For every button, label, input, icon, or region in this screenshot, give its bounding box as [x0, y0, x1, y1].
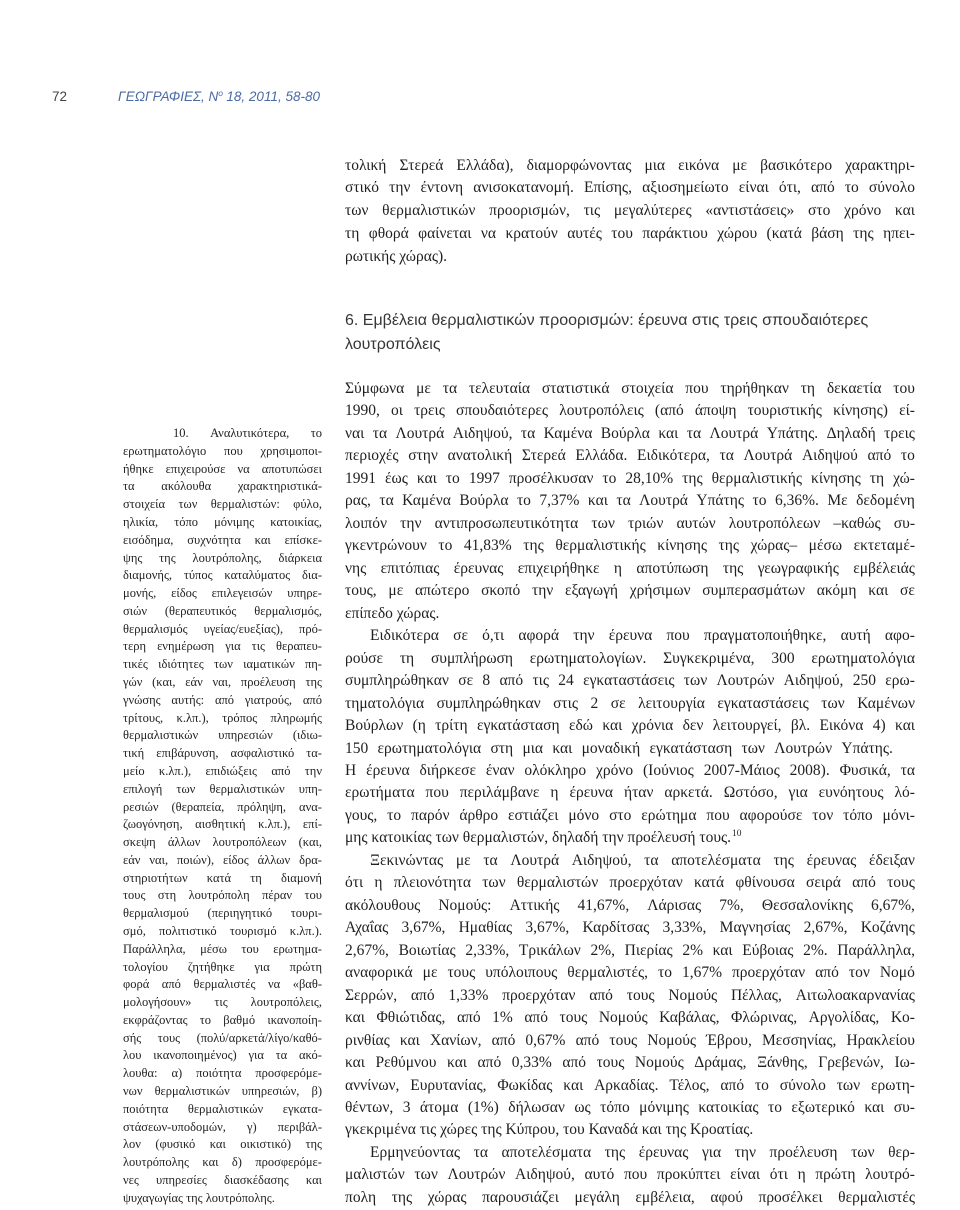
footnote-line: λου ικανοποιημένος) για τα ακό-	[123, 1048, 322, 1063]
heading-line: 6. Εμβέλεια θερμαλιστικών προορισμών: έρευνα στις τρεις σπουδαιότερες	[345, 312, 869, 329]
text-line: πολη της χώρας παρουσιάζει μεγάλη εμβέλεια, αφού προσέλκει θερμαλιστές	[345, 1188, 915, 1206]
text-line: Σερρών, από 1,33% προερχόταν από τους Νομούς Πέλλας, Αιτωλοακαρνανίας	[345, 986, 915, 1004]
footnote-line: νες υπηρεσίες διασκέδασης και	[123, 1172, 322, 1187]
footnote-line: ψυχαγωγίας της λουτρόπολης.	[123, 1190, 275, 1205]
footnote-line: θερμαλιστικών υπηρεσιών (ιδιω-	[123, 728, 322, 743]
text-line: μαλιστών των Λουτρών Αιδηψού, αυτό που προκύπτει είναι ότι η πρώτη λουτρό-	[345, 1166, 915, 1184]
text-line: 1990, οι τρεις σπουδαιότερες λουτροπόλεις (από άποψη τουριστικής κίνησης) εί-	[345, 402, 915, 420]
text-line	[345, 827, 915, 849]
footnote-line: λουτρόπολης και δ) προσφερόμε-	[123, 1155, 322, 1170]
text-line: γους, το παρόν άρθρο εστιάζει μόνο στο ερώτημα που αφορούσε τον τόπο μόνι-	[345, 806, 915, 824]
paragraph	[345, 625, 915, 850]
text-line: στικό την έντονη ανισοκατανομή. Επίσης, αξιοσημείωτο είναι ότι, από το σύνολο	[345, 179, 915, 197]
footnote-line: τερη ενημέρωση για τις θεραπευ-	[123, 639, 322, 654]
footnote-line: σής τους (πολύ/αρκετά/λίγο/καθό-	[123, 1030, 322, 1045]
footnote-line: γών (και, εάν ναι, προέλευση της	[123, 675, 322, 690]
paragraph	[345, 378, 915, 625]
page-number: 72	[52, 89, 68, 104]
footnote-reference: 10	[732, 829, 742, 840]
footnote-line: θερμαλισμού (περιηγητικό τουρι-	[123, 906, 322, 921]
heading-line: λουτροπόλεις	[345, 336, 441, 353]
text-line: τολική Στερεά Ελλάδα), διαμορφώνοντας μια εικόνα με βασικότερο χαρακτηρι-	[345, 156, 915, 174]
text-line: τους, με απώτερο σκοπό την εξαγωγή χρήσιμων συμπερασμάτων ακόμη και σε	[345, 582, 915, 600]
footnote-line: διαμονής, τύπος καταλύματος δια-	[123, 568, 322, 583]
footnote-line: λον (φυσικό και οικιστικό) της	[123, 1137, 322, 1152]
text-line: 2,67%, Βοιωτίας 2,33%, Τρικάλων 2%, Πιερίας 2% και Εύβοιας 2%. Παράλληλα,	[345, 941, 915, 959]
footnote	[123, 425, 322, 1207]
footnote-line: μείο κ.λπ.), επιδιώξεις από την	[123, 763, 322, 778]
text-line: Σύμφωνα με τα τελευταία στατιστικά στοιχεία που τηρήθηκαν τη δεκαετία του	[345, 380, 915, 397]
footnote-line: επιλογή των θερμαλιστικών υπη-	[123, 781, 322, 796]
footnote-line: τους στη λουτρόπολη πέραν του	[123, 888, 322, 903]
text-line: ότι η πλειονότητα των θερμαλιστών προερχόταν κατά φθίνουσα σειρά από τους	[345, 874, 915, 892]
text-line: ρινθίας και Χανίων, από 0,67% από τους Νομούς Έβρου, Μεσσηνίας, Ηρακλείου	[345, 1031, 915, 1049]
journal-name: ΓΕΩΓΡΑΦΙΕΣ, N	[118, 89, 219, 104]
issue-details: 18, 2011, 58-80	[226, 89, 320, 104]
paragraph	[345, 1142, 915, 1209]
footnote-line: εκφράζοντας το βαθμό ικανοποίη-	[123, 1012, 322, 1027]
footnote-line: τρίτους, κ.λπ.), τρόπος πληρωμής	[123, 710, 322, 725]
text-line: Ξεκινώντας με τα Λουτρά Αιδηψού, τα αποτελέσματα της έρευνας έδειξαν	[370, 851, 915, 869]
text-line: περιοχές στην ανατολική Στερεά Ελλάδα. Ειδικότερα, τα Λουτρά Αιδηψού από το	[345, 447, 915, 465]
running-head	[0, 88, 960, 106]
text-line: και Ρεθύμνου και από 0,33% από τους Νομούς Δράμας, Ξάνθης, Γρεβενών, Ιω-	[345, 1054, 915, 1072]
paragraph	[345, 850, 915, 1142]
footnote-line: στηριοτήτων κατά τη διαμονή	[123, 870, 322, 885]
footnote-line: εισόδημα, συχνότητα και επίσκε-	[123, 532, 322, 547]
footnote-line: νων θερμαλιστικών υπηρεσιών, β)	[123, 1084, 322, 1098]
text-line: γκεντρώνουν το 41,83% της θερμαλιστικής κίνησης της χώρας– μέσω εκτεταμέ-	[345, 537, 915, 555]
footnote-line: μολογήσουν» τις λουτροπόλεις,	[123, 995, 322, 1010]
text-line: 150 ερωτηματολόγια στη μια και μοναδική εγκατάσταση των Λουτρών Υπάτης.	[345, 739, 893, 757]
text-line: ρούσε τη συμπλήρωση ερωτηματολογίων. Συγκεκριμένα, 300 ερωτηματολόγια	[345, 649, 915, 667]
text-line: θέντων, 3 άτομα (1%) δήλωσαν ως τόπο μόνιμης κατοικίας το εξωτερικό και συ-	[345, 1099, 915, 1116]
footnote-line: ποιότητα θερμαλιστικών εγκατα-	[123, 1101, 322, 1116]
footnote-line: ρεσιών (θεραπεία, πρόληψη, ανα-	[123, 799, 322, 814]
footnote-line: ζωογόνηση, αισθητική κ.λπ.), επί-	[123, 817, 322, 832]
footnote-line: φορά από θερμαλιστές να «βαθ-	[123, 977, 322, 992]
text-line: Αχαΐας 3,67%, Ημαθίας 3,67%, Καρδίτσας 3,33%, Μαγνησίας 2,67%, Κοζάνης	[345, 919, 915, 937]
text-line: ρας, τα Καμένα Βούρλα το 7,37% και τα Λουτρά Υπάτης το 6,36%. Με δεδομένη	[345, 492, 915, 510]
footnote-line: γνώσης αυτής: από γιατρούς, από	[123, 692, 322, 707]
text-line: και Φθιώτιδας, από 1% από τους Νομούς Καβάλας, Φλώρινας, Αργολίδας, Κο-	[345, 1009, 915, 1027]
footnote-line: εάν ναι, ποιών), είδος άλλων δρα-	[123, 852, 322, 867]
journal-citation	[118, 88, 320, 106]
footnote-line: τική επιβάρυνση, ασφαλιστικό τα-	[123, 746, 322, 761]
footnote-line: τικές ιδιότητες των ιαματικών πη-	[123, 657, 322, 672]
footnote-line: 10. Αναλυτικότερα, το	[173, 426, 322, 441]
footnote-line: στάσεων-υποδομών, γ) περιβάλ-	[123, 1119, 322, 1134]
footnote-line: λουθα: α) ποιότητα προσφερόμε-	[123, 1066, 322, 1081]
text-line: Ειδικότερα σε ό,τι αφορά την έρευνα που πραγματοποιήθηκε, αυτή αφο-	[370, 627, 915, 645]
issue-number-sign: ο	[218, 88, 224, 98]
text-line: των θερμαλιστικών προορισμών, τις μεγαλύτερες «αντιστάσεις» στο χρόνο και	[345, 202, 915, 220]
footnote-line: τα ακόλουθα χαρακτηριστικά-	[123, 479, 322, 494]
footnote-line: θερμαλισμός υγείας/ευεξίας), πρό-	[123, 621, 322, 636]
footnote-line: τολογίου ζητήθηκε για πρώτη	[123, 959, 322, 974]
text-line: τηματολόγια συμπληρώθηκαν στις 2 σε λειτουργία εγκαταστάσεις των Καμένων	[345, 694, 915, 712]
footnote-line: μονής, είδος επιλεγεισών υπηρε-	[123, 586, 322, 601]
text-line: νης επιτόπιας έρευνας επιχειρήθηκε η αποτύπωση της γεωγραφικής εμβέλειάς	[345, 559, 915, 577]
text-line: αννίνων, Ευρυτανίας, Φωκίδας και Αρκαδίας. Τέλος, από το σύνολο των ερωτη-	[345, 1076, 915, 1094]
text-line: επίπεδο χώρας.	[345, 604, 440, 622]
section-heading	[345, 309, 915, 357]
text-line: αναφορικά με τους υπόλοιπους θερμαλιστές, το 1,67% προερχόταν από τον Νομό	[345, 964, 915, 982]
text-line: λοιπόν την αντιπροσωπευτικότητα των τριών αυτών λουτροπόλεων –καθώς συ-	[345, 514, 915, 532]
footnote-line: ερωτηματολόγιο που χρησιμοποι-	[123, 443, 322, 458]
text-line: γκεκριμένα τις χώρες της Κύπρου, του Καναδά και της Κροατίας.	[345, 1121, 754, 1139]
text-line: Ερμηνεύοντας τα αποτελέσματα της έρευνας για την προέλευση των θερ-	[370, 1143, 915, 1161]
text-line-content: μης κατοικίας των θερμαλιστών, δηλαδή την προέλευσή τους.	[345, 829, 732, 847]
text-line: ναι τα Λουτρά Αιδηψού, τα Καμένα Βούρλα και τα Λουτρά Υπάτης. Δηλαδή τρεις	[345, 424, 915, 442]
footnote-line: σμό, πολιτιστικό τουρισμό κ.λπ.).	[123, 923, 322, 938]
text-line: ρωτικής χώρας).	[345, 247, 448, 265]
footnote-line: σιών (θεραπευτικός θερμαλισμός,	[123, 603, 322, 618]
footnote-line: Παράλληλα, μέσω του ερωτημα-	[123, 941, 322, 956]
text-line: ακόλουθους Νομούς: Αττικής 41,67%, Λάρισας 7%, Θεσσαλονίκης 6,67%,	[345, 896, 915, 914]
footnote-line: ψης της λουτρόπολης, διάρκεια	[123, 550, 322, 565]
footnote-line: σκεψη άλλων λουτροπόλεων (και,	[123, 835, 322, 850]
text-line: ερωτήματα που περιλάμβανε η έρευνα ήταν αρκετά. Ωστόσο, για ευνόητους λό-	[345, 784, 915, 802]
text-line: 1991 έως και το 1997 προσέλκυσαν το 28,10% της θερμαλιστικής κίνησης τη χώ-	[345, 469, 915, 487]
body-text	[345, 378, 915, 1209]
text-line: Η έρευνα διήρκεσε έναν ολόκληρο χρόνο (Ιούνιος 2007-Μάιος 2008). Φυσικά, τα	[345, 761, 915, 779]
footnote-line: ηλικία, τόπο μόνιμης κατοικίας,	[123, 515, 322, 529]
text-line: Βούρλων (η τρίτη εγκατάσταση εδώ και χρόνια δεν λειτουργεί, βλ. Εικόνα 4) και	[345, 717, 915, 735]
text-line: τη φθορά φαίνεται να κρατούν αυτές του παράκτιου χώρου (κατά βάση της ηπει-	[345, 224, 915, 242]
intro-paragraph	[345, 155, 915, 269]
footnote-line: στοιχεία των θερμαλιστών: φύλο,	[123, 497, 322, 512]
text-line: συμπληρώθηκαν σε 8 από τις 24 εγκαταστάσεις των Λουτρών Αιδηψού, 250 ερω-	[345, 672, 915, 690]
footnote-line: ήθηκε επιχειρούσε να αποτυπώσει	[123, 461, 322, 476]
